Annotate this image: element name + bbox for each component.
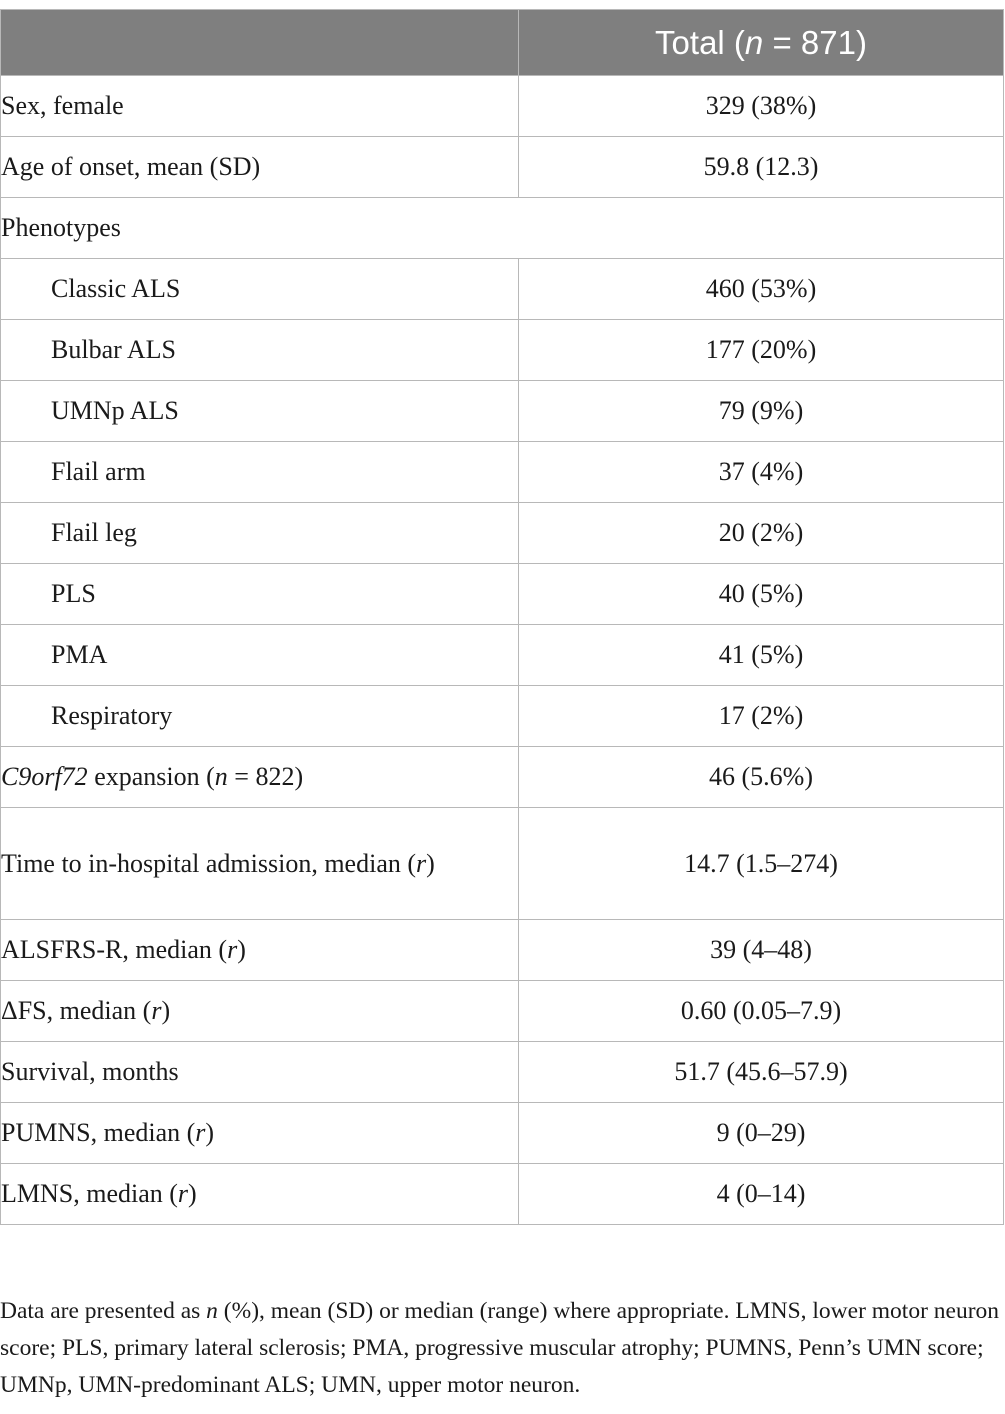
row-label: Respiratory <box>1 686 519 747</box>
row-value: 46 (5.6%) <box>519 747 1004 808</box>
row-label <box>1 747 519 808</box>
row-label: Sex, female <box>1 76 519 137</box>
label-text: ΔFS, median ( <box>1 996 152 1026</box>
label-text: ALSFRS-R, median ( <box>1 935 228 965</box>
table-row <box>1 981 1004 1042</box>
row-value: 79 (9%) <box>519 381 1004 442</box>
table-row <box>1 259 1004 320</box>
row-value: 4 (0–14) <box>519 1164 1004 1225</box>
row-label <box>1 981 519 1042</box>
header-label-cell <box>1 10 519 76</box>
row-value: 40 (5%) <box>519 564 1004 625</box>
table-row <box>1 320 1004 381</box>
label-text: ) <box>426 848 435 878</box>
label-text: ) <box>161 996 171 1026</box>
row-label: Age of onset, mean (SD) <box>1 137 519 198</box>
row-label <box>1 808 519 920</box>
row-value: 41 (5%) <box>519 625 1004 686</box>
table-row <box>1 686 1004 747</box>
table-row <box>1 76 1004 137</box>
label-text: ) <box>237 935 246 965</box>
section-label-phenotypes: Phenotypes <box>1 198 1004 259</box>
header-total-n: n <box>744 23 764 61</box>
row-value: 59.8 (12.3) <box>519 137 1004 198</box>
label-text: = 822) <box>227 762 304 792</box>
r-symbol: r <box>227 935 238 965</box>
table-row <box>1 381 1004 442</box>
table-row <box>1 920 1004 981</box>
label-text: ) <box>188 1179 197 1209</box>
cohort-characteristics-table <box>0 9 1004 1225</box>
table-row <box>1 442 1004 503</box>
row-value: 329 (38%) <box>519 76 1004 137</box>
table-header-row <box>1 10 1004 76</box>
gene-name: C9orf72 <box>1 762 88 792</box>
table-row <box>1 503 1004 564</box>
table-row <box>1 747 1004 808</box>
table-row <box>1 1042 1004 1103</box>
row-label: UMNp ALS <box>1 381 519 442</box>
row-value: 37 (4%) <box>519 442 1004 503</box>
header-total-suffix: = 871) <box>763 23 867 61</box>
row-label: PLS <box>1 564 519 625</box>
r-symbol: r <box>416 848 427 878</box>
label-text: LMNS, median ( <box>1 1179 178 1209</box>
footnote-text: (%), mean (SD) or median (range) where appropriate. LMNS, lower motor neuron score; PLS, primary lateral sclerosis; PMA, progressive muscular atrophy; PUMNS, Penn’s UMN score; UMNp, UMN-predominant ALS; UMN, upper motor neuron. <box>0 1298 1000 1398</box>
row-label <box>1 1164 519 1225</box>
label-text: Time to in-hospital admission, median ( <box>1 848 417 878</box>
r-symbol: r <box>177 1179 189 1209</box>
header-total-cell <box>519 10 1004 76</box>
table-row <box>1 1164 1004 1225</box>
footnote-text: Data are presented as <box>0 1298 207 1324</box>
row-value: 39 (4–48) <box>519 920 1004 981</box>
table-row <box>1 564 1004 625</box>
row-label: Flail leg <box>1 503 519 564</box>
row-label: Classic ALS <box>1 259 519 320</box>
row-value: 460 (53%) <box>519 259 1004 320</box>
row-value: 14.7 (1.5–274) <box>519 808 1004 920</box>
row-label <box>1 1103 519 1164</box>
row-value: 177 (20%) <box>519 320 1004 381</box>
row-label: Survival, months <box>1 1042 519 1103</box>
r-symbol: r <box>151 996 162 1026</box>
label-text: ) <box>205 1118 215 1148</box>
r-symbol: r <box>195 1118 206 1148</box>
row-label <box>1 920 519 981</box>
row-value: 20 (2%) <box>519 503 1004 564</box>
table-row <box>1 625 1004 686</box>
row-value: 0.60 (0.05–7.9) <box>519 981 1004 1042</box>
row-label: PMA <box>1 625 519 686</box>
table-footnote <box>0 1293 1002 1404</box>
table-row <box>1 808 1004 920</box>
table-row <box>1 137 1004 198</box>
n-symbol: n <box>206 1298 218 1324</box>
label-text: PUMNS, median ( <box>1 1118 196 1148</box>
header-total-prefix: Total ( <box>655 23 745 61</box>
label-text: expansion ( <box>87 762 215 792</box>
row-value: 17 (2%) <box>519 686 1004 747</box>
table-row-section <box>1 198 1004 259</box>
table-row <box>1 1103 1004 1164</box>
n-symbol: n <box>214 762 228 792</box>
row-label: Bulbar ALS <box>1 320 519 381</box>
row-value: 51.7 (45.6–57.9) <box>519 1042 1004 1103</box>
row-value: 9 (0–29) <box>519 1103 1004 1164</box>
row-label: Flail arm <box>1 442 519 503</box>
